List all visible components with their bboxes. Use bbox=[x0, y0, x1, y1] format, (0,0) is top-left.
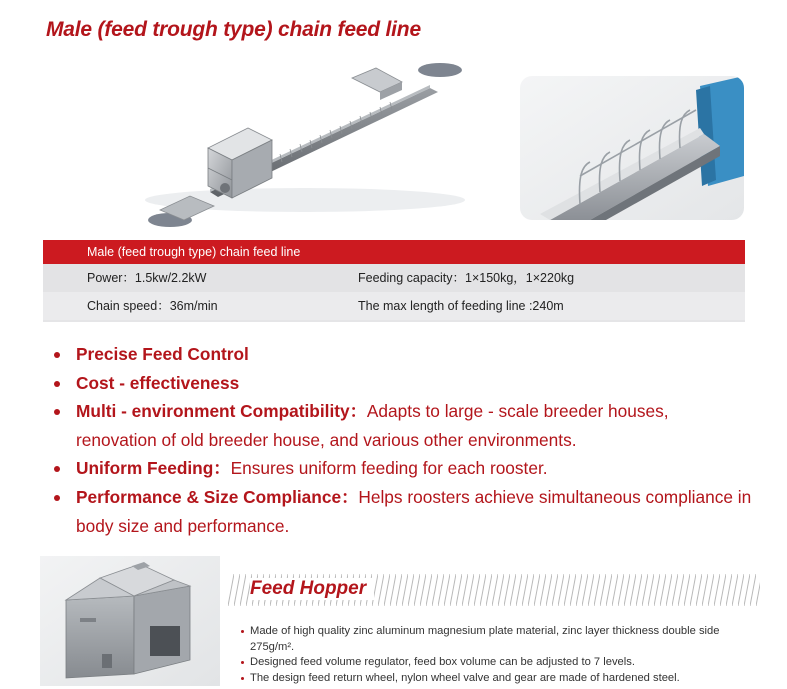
list-item bbox=[54, 369, 754, 398]
feature-heading: Multi - environment Compatibility： bbox=[76, 401, 367, 422]
list-item: Designed feed volume regulator, feed box volume can be adjusted to 7 levels. bbox=[240, 655, 760, 671]
feature-heading: Precise Feed Control bbox=[76, 344, 249, 364]
list-item: The design feed return wheel, nylon wheel valve and gear are made of hardened steel. bbox=[240, 671, 760, 687]
bullet-icon bbox=[54, 495, 60, 501]
chain-feed-line-image bbox=[130, 50, 480, 230]
list-item bbox=[54, 454, 754, 483]
feed-trough-closeup-image bbox=[520, 76, 744, 220]
list-item: Made of high quality zinc aluminum magnesium plate material, zinc layer thickness double side 275g/m². bbox=[240, 624, 760, 655]
bullet-icon bbox=[54, 381, 60, 387]
feature-description: Adapts to large - scale breeder houses, renovation of old breeder house, and various other environments. bbox=[76, 401, 669, 450]
hopper-banner bbox=[228, 574, 760, 606]
page-title: Male (feed trough type) chain feed line bbox=[46, 18, 421, 41]
table-row bbox=[43, 292, 745, 320]
spec-max-length: The max length of feeding line :240m bbox=[358, 299, 564, 313]
spec-table bbox=[43, 240, 745, 322]
feature-heading: Uniform Feeding： bbox=[76, 458, 231, 479]
feature-list bbox=[54, 340, 754, 540]
spec-table-header: Male (feed trough type) chain feed line bbox=[43, 240, 745, 264]
list-item bbox=[54, 397, 754, 454]
hopper-spec-list bbox=[240, 624, 760, 686]
spec-feeding-capacity: Feeding capacity：1×150kg，1×220kg bbox=[358, 271, 575, 285]
bullet-icon bbox=[54, 466, 60, 472]
hopper-title: Feed Hopper bbox=[250, 578, 374, 600]
list-item bbox=[54, 483, 754, 540]
feature-heading: Performance & Size Compliance： bbox=[76, 486, 359, 507]
table-row bbox=[43, 264, 745, 292]
spec-power: Power：1.5kw/2.2kW bbox=[87, 271, 207, 285]
bullet-icon bbox=[54, 409, 60, 415]
feature-description: Ensures uniform feeding for each rooster. bbox=[230, 458, 548, 479]
feed-hopper-image bbox=[40, 556, 220, 686]
spec-chain-speed: Chain speed：36m/min bbox=[87, 299, 218, 313]
bullet-icon bbox=[54, 352, 60, 358]
feature-heading: Cost - effectiveness bbox=[76, 372, 240, 393]
list-item bbox=[54, 340, 754, 369]
feature-description: Helps roosters achieve simultaneous compliance in body size and performance. bbox=[76, 486, 752, 536]
